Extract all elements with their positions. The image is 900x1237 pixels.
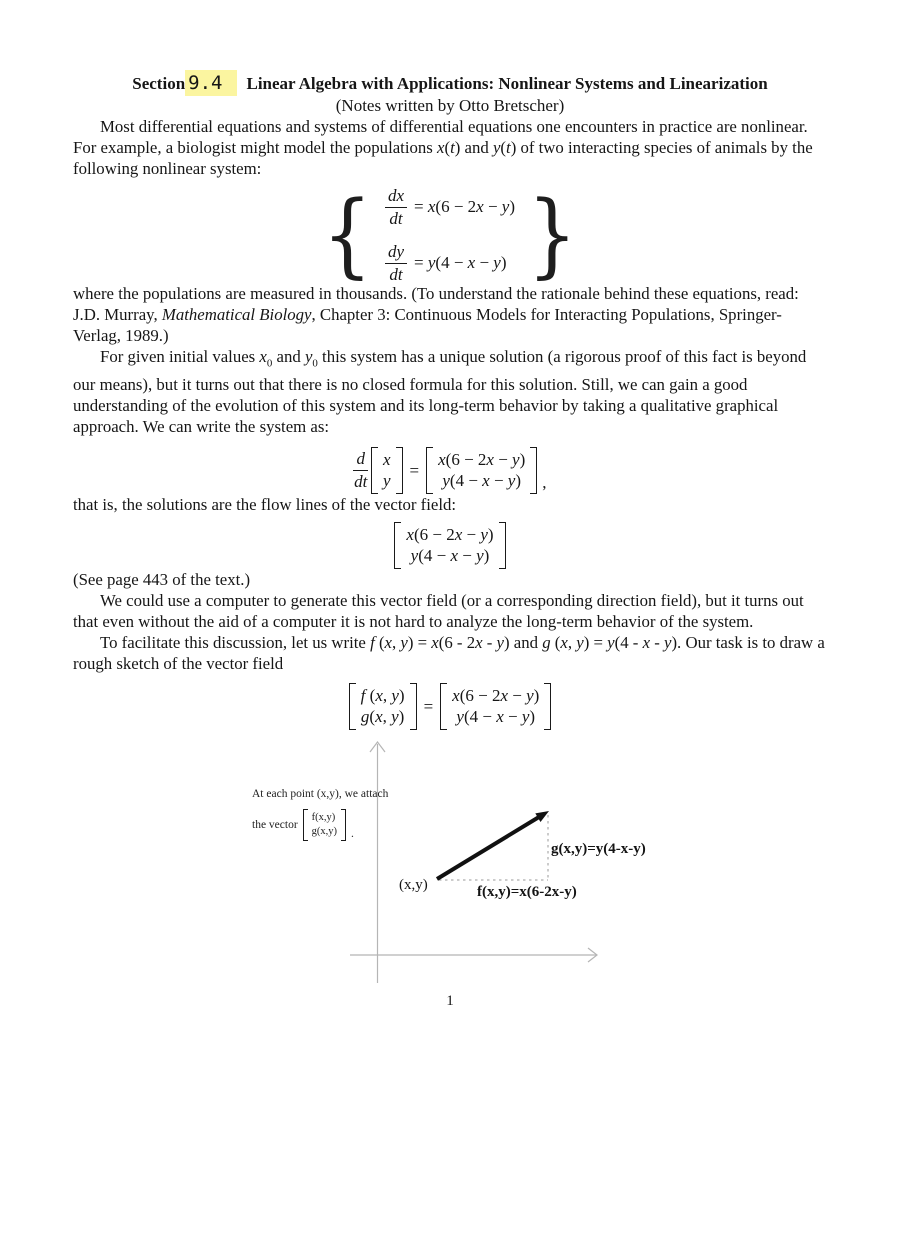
- system-row-2-rhs: = y(4 − x − y): [414, 253, 507, 272]
- right-bracket: [530, 447, 537, 494]
- mini-fg-vector: f(x,y) g(x,y): [303, 809, 346, 841]
- fg-matrix-equation: [73, 683, 827, 730]
- fraction-dx-dt: $\frac{dx}{dt}$: [385, 186, 407, 229]
- diagram-annotation: [252, 787, 388, 841]
- left-bracket: [371, 447, 378, 494]
- page-number: 1: [446, 993, 454, 1010]
- right-bracket: [396, 447, 403, 494]
- fraction-dy-dt: $\frac{dy}{dt}$: [385, 242, 407, 285]
- left-bracket: [394, 522, 401, 569]
- paragraph-initial-values: For given initial values $x_0$ and $y_0$ this system has a unique solution (a rigorous proof of this fact is beyond our means), but it turns out that there is no closed formula for this solution. Still, we can gain a good understanding of the evolution of this system and its long-term behavior by taking a qualitative graphical approach. We can write the system as:: [73, 347, 807, 437]
- annotation-period: .: [351, 828, 354, 841]
- equals-sign: =: [409, 460, 420, 480]
- paragraph-facilitate: To facilitate this discussion, let us write f (x, y) = x(6 - 2x - y) and g (x, y) = y(4 - x - y). Our task is to draw a rough sketch of the vector field: [73, 633, 825, 674]
- g-component-label: g(x,y)=y(4-x-y): [551, 841, 646, 858]
- field-column-vector: x(6 − 2x − y) y(4 − x − y): [426, 447, 537, 494]
- system-row-1-rhs: = x(6 − 2x − y): [414, 197, 516, 216]
- right-bracket: [410, 683, 417, 730]
- left-curly-brace: {: [322, 181, 373, 288]
- paragraph-thousands: where the populations are measured in thousands. (To understand the rationale behind these equations, read: J.D. Murray, Mathematical Biology, Chapter 3: Continuous Models for Interacting Populations, Springer-Verlag, 1989.): [73, 284, 799, 345]
- right-bracket: [499, 522, 506, 569]
- system-rows: [385, 186, 515, 285]
- paragraph-computer: We could use a computer to generate this vector field (or a corresponding direction field), but it turns out that even without the aid of a computer it is not hard to analyze the long-term behavior of the system.: [73, 591, 804, 632]
- system-row-2: [385, 242, 515, 285]
- system-of-equations: [73, 181, 827, 288]
- vector-field-diagram: [240, 735, 660, 985]
- subtitle: (Notes written by Otto Bretscher): [335, 96, 565, 115]
- paragraph-flow-lines: that is, the solutions are the flow lines of the vector field:: [73, 495, 457, 515]
- trailing-comma: ,: [542, 472, 547, 492]
- left-bracket: [426, 447, 433, 494]
- right-bracket: [544, 683, 551, 730]
- vector-field-expression: [73, 522, 827, 569]
- matrix-equation-ddt: [73, 447, 827, 494]
- right-curly-brace: }: [527, 181, 578, 288]
- left-bracket: [349, 683, 356, 730]
- annotation-line-2: the vector f(x,y) g(x,y) .: [252, 809, 388, 841]
- field-column-vector: x(6 − 2x − y) y(4 − x − y): [394, 522, 505, 569]
- section-label: Section: [132, 74, 186, 93]
- document-page: [0, 72, 900, 1010]
- paragraph-see-page: (See page 443 of the text.): [73, 570, 251, 590]
- paragraph-intro: Most differential equations and systems of differential equations one encounters in practice are nonlinear. For example, a biologist might model the populations x(t) and y(t) of two interacting species of animals by the following nonlinear system:: [73, 117, 813, 178]
- title-text: Linear Algebra with Applications: Nonlinear Systems and Linearization: [246, 74, 768, 93]
- right-bracket: [341, 809, 346, 841]
- equals-sign: =: [423, 696, 434, 716]
- point-label: (x,y): [399, 877, 428, 894]
- section-number-highlight: 9.4: [185, 70, 237, 96]
- page-title: [73, 72, 827, 95]
- fg-column-vector: f (x, y) g(x, y): [349, 683, 417, 730]
- f-component-label: f(x,y)=x(6-2x-y): [477, 884, 577, 901]
- diagram-canvas: [240, 735, 660, 985]
- annotation-line-1: At each point (x,y), we attach: [252, 788, 389, 801]
- system-row-1: [385, 186, 515, 229]
- vector-arrow-shaft: [437, 817, 539, 879]
- xy-column-vector: x y: [371, 447, 403, 494]
- fraction-d-dt: $\frac{d}{dt}$: [354, 449, 368, 492]
- left-bracket: [440, 683, 447, 730]
- vector-arrowhead-icon: [535, 811, 549, 822]
- field-column-vector: x(6 − 2x − y) y(4 − x − y): [440, 683, 551, 730]
